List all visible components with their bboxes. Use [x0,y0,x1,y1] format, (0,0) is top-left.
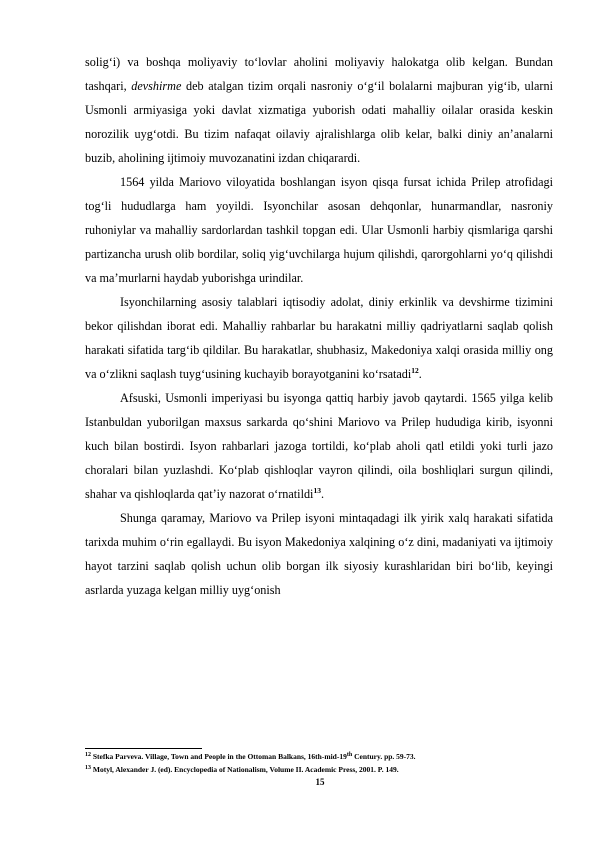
footnote-ref-12[interactable]: 12 [411,366,419,375]
footnotes [85,750,555,776]
paragraph-5: Shunga qaramay, Mariovo va Prilep isyoni mintaqadagi ilk yirik xalq harakati sifatida tarixda muhim o‘rin egallaydi. Bu isyon Makedoniya xalqining o‘z dini, madaniyati va ijtimoiy hayot tarzini saqlab qolish uchun olib borgan ilk siyosiy kurashlaridan biri bo‘lib, keyingi asrlarda yuzaga kelgan milliy uyg‘onish [85,511,553,597]
body-text [85,50,553,602]
paragraph-3-tail: . [418,367,422,381]
footnote-superscript: th [346,752,353,758]
paragraph-3 [85,290,553,386]
page-number: 15 [315,777,325,787]
footnote-12 [85,750,555,763]
paragraph-3-text: Isyonchilarning asosiy talablari iqtisodiy adolat, diniy erkinlik va devshirme tizimini bekor qilishdan iborat edi. Mahalliy rahbarlar bu harakatni milliy qadriyatlarni saqlab qolish harakati sifatida targ‘ib qildilar. Bu harakatlar, shubhasiz, Makedoniya xalqi orasida milliy ong va o‘zlikni saqlash tuyg‘usining kuchayib borayotganini ko‘rsatadi [85,295,553,381]
paragraph-4-text: Afsuski, Usmonli imperiyasi bu isyonga qattiq harbiy javob qaytardi. 1565 yilga kelib Istanbuldan yuborilgan maxsus sarkarda qo‘shini Mariovo va Prilep hududiga kirib, isyonni kuch bilan bostirdi. Isyon rahbarlari jazoga tortildi, ko‘plab aholi qatl etildi yoki turli jazo choralari bilan yuzlashdi. Ko‘plab qishloqlar vayron qilindi, oila boshliqlari surgun qilindi, shahar va qishloqlarda qat’iy nazorat o‘rnatildi [85,391,553,501]
footnote-divider [85,748,202,749]
footnote-ref-13[interactable]: 13 [313,486,321,495]
paragraph-4-tail: . [320,487,324,501]
paragraph-2: 1564 yilda Mariovo viloyatida boshlangan isyon qisqa fursat ichida Prilep atrofidagi tog‘li hududlarga ham yoyildi. Isyonchilar asosan dehqonlar, hunarmandlar, nasroniy ruhoniylar va mahalliy sardorlardan tashkil topgan edi. Ular Usmonli harbiy qismlariga qarshi partizancha urush olib bordilar, soliq yig‘uvchilarga hujum qilishdi, qarorgohlarni yo‘q qilishdi va ma’murlarni haydab yuborishga urindilar. [85,175,553,285]
footnote-tail: Century. pp. 59-73. [352,752,416,761]
footnote-text: Stefka Parveva. Village, Town and People in the Ottoman Balkans, 16th-mid-19 [91,752,347,761]
footnote-number: 12 [85,752,91,758]
paragraph-1-text-b: deb atalgan tizim orqali nasroniy o‘g‘il bolalarni majburan yig‘ib, ularni Usmonli armiyasiga yoki davlat xizmatiga yuborish odati mahalliy oilalar orasida keskin norozilik uyg‘otdi. Bu tizim nafaqat oilaviy ajralishlarga olib kelar, balki diniy an’analarni buzib, aholining ijtimoiy muvozanatini izdan chiqarardi. [85,79,553,165]
paragraph-4 [85,386,553,506]
paragraph-1-text-a: solig‘i) va boshqa moliyaviy to‘lovlar aholini moliyaviy halokatga olib kelgan. Bundan tashqari, [85,55,553,93]
term-devshirme: devshirme [131,79,182,93]
footnote-text: Motyl, Alexander J. (ed). Encyclopedia of Nationalism, Volume II. Academic Press, 2001. P. 149. [91,765,399,774]
footnote-13 [85,763,555,776]
footnote-number: 13 [85,765,91,771]
paragraph-1 [85,50,553,170]
